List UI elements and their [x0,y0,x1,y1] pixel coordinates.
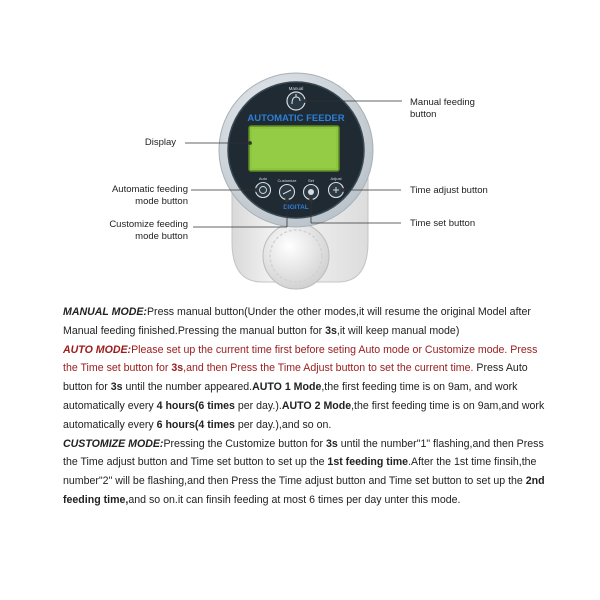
callout-time-adjust: Time adjust button [410,185,488,196]
customize-mode-paragraph: CUSTOMIZE MODE:Pressing the Customize button for 3s until the number"1" flashing,and then Press the Time adjust button and Time set button to set up the 1st feeding time.After the 1st time finsih,the number"2" will be flashing,and then Press the Time adjust button and Time set button to set up the 2nd feeding time,and so on.it can finsih feeding at most 6 times per day unter this mode. [63,437,545,506]
set-button[interactable] [304,185,319,200]
customize-mode-heading: CUSTOMIZE MODE: [63,437,164,450]
callout-display: Display [144,137,176,148]
manual-label: Manual [288,86,304,91]
callout-auto-button: Automatic feeding mode button [111,184,188,207]
device-title: AUTOMATIC FEEDER [247,113,345,124]
callout-manual-button: Manual feeding button [410,97,475,120]
brand-label: DIGITAL [283,204,309,211]
auto-mode-heading: AUTO MODE: [63,343,132,356]
callout-customize-button: Customize feeding mode button [109,219,188,242]
instructions [63,303,553,510]
hopper-knob [263,223,329,289]
customize-label: Customize [277,178,297,183]
auto-label: Auto [258,176,268,181]
set-label: Set [307,178,315,183]
manual-mode-heading: MANUAL MODE: [63,306,147,318]
auto-mode-paragraph: AUTO MODE:Please set up the current time first before seting Auto mode or Customize mode. Press the Time set button for 3s,and then Press the Time Adjust button to set the current time. Press Auto button for 3s until the number appeared.AUTO 1 Mode,the first feeding time is on 9am, and work automatically every 4 hours(6 times per day.).AUTO 2 Mode,the first feeding time is on 9am,and work automatically every 6 hours(4 times per day.),and so on. [63,343,545,431]
manual-mode-paragraph: MANUAL MODE:Press manual button(Under the other modes,it will resume the original Model after Manual feeding finished.Pressing the manual button for 3s,it will keep manual mode) [63,306,531,337]
adjust-label: Adjust [330,176,342,181]
customize-button[interactable] [280,185,295,200]
callout-time-set: Time set button [410,218,476,229]
